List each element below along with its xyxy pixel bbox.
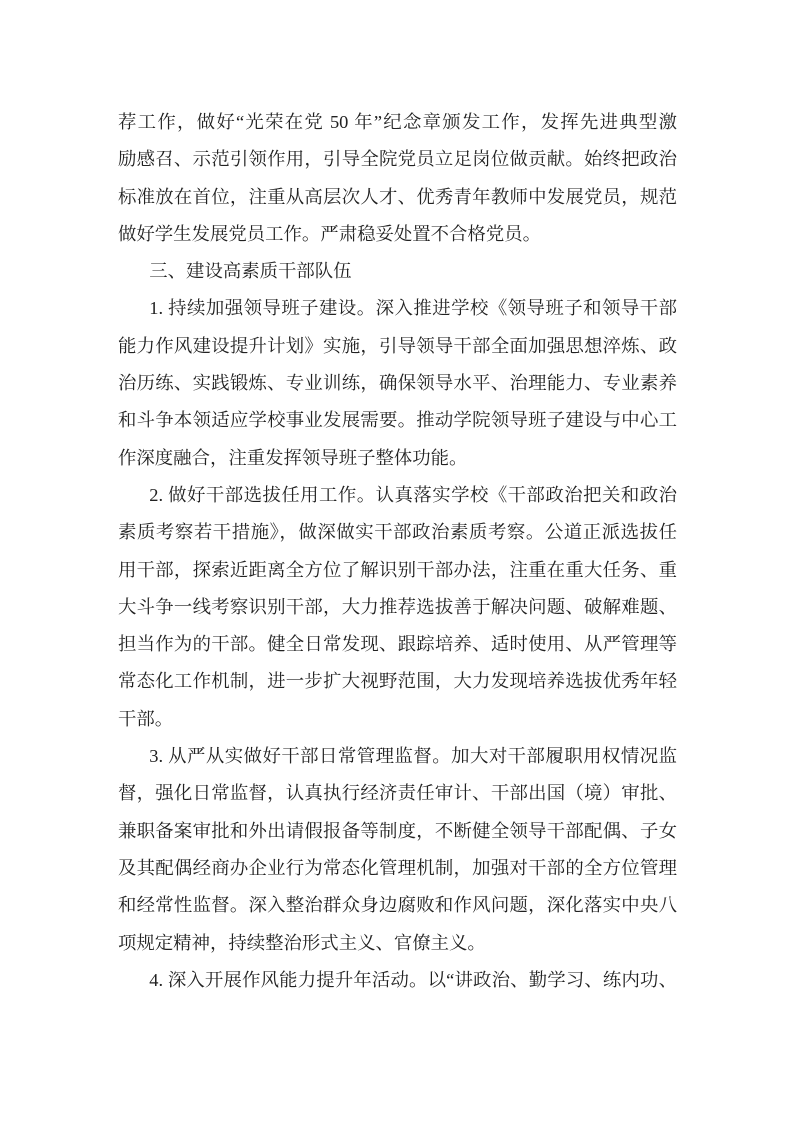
text-line: 励感召、示范引领作用，引导全院党员立足岗位做贡献。始终把政治 <box>118 149 677 170</box>
text-line: 担当作为的干部。健全日常发现、跟踪培养、适时使用、从严管理等 <box>118 634 677 655</box>
text-line: 作深度融合，注重发挥领导班子整体功能。 <box>118 447 468 468</box>
text-line: 标准放在首位，注重从高层次人才、优秀青年教师中发展党员，规范 <box>118 186 677 207</box>
text-line: 治历练、实践锻炼、专业训练，确保领导水平、治理能力、专业素养 <box>118 373 677 394</box>
text-line: 3. 从严从实做好干部日常管理监督。加大对干部履职用权情况监 <box>149 746 677 767</box>
text-line: 1. 持续加强领导班子建设。深入推进学校《领导班子和领导干部 <box>149 298 677 319</box>
text-line: 及其配偶经商办企业行为常态化管理机制，加强对干部的全方位管理 <box>118 857 677 878</box>
text-line: 大斗争一线考察识别干部，大力推荐选拔善于解决问题、破解难题、 <box>118 596 677 617</box>
text-line: 素质考察若干措施》，做深做实干部政治素质考察。公道正派选拔任 <box>118 522 677 543</box>
text-line: 用干部，探索近距离全方位了解识别干部办法，注重在重大任务、重 <box>118 559 677 580</box>
text-line: 做好学生发展党员工作。严肃稳妥处置不合格党员。 <box>118 223 541 244</box>
text-line: 督，强化日常监督，认真执行经济责任审计、干部出国（境）审批、 <box>118 783 677 804</box>
text-line: 兼职备案审批和外出请假报备等制度，不断健全领导干部配偶、子女 <box>118 820 677 841</box>
section-heading: 三、建设高素质干部队伍 <box>149 261 352 282</box>
text-line: 2. 做好干部选拔任用工作。认真落实学校《干部政治把关和政治 <box>149 484 677 505</box>
text-line: 能力作风建设提升计划》实施，引导领导干部全面加强思想淬炼、政 <box>118 335 677 356</box>
text-line: 和斗争本领适应学校事业发展需要。推动学院领导班子建设与中心工 <box>118 410 677 431</box>
text-line: 4. 深入开展作风能力提升年活动。以“讲政治、勤学习、练内功、 <box>149 969 677 990</box>
text-line: 干部。 <box>118 708 174 729</box>
document-body <box>118 104 677 999</box>
text-line: 荐工作，做好“光荣在党 50 年”纪念章颁发工作，发挥先进典型激 <box>118 112 677 132</box>
text-line: 和经常性监督。深入整治群众身边腐败和作风问题，深化落实中央八 <box>118 895 677 916</box>
text-line: 项规定精神，持续整治形式主义、官僚主义。 <box>118 932 486 953</box>
text-line: 常态化工作机制，进一步扩大视野范围，大力发现培养选拔优秀年轻 <box>118 671 677 692</box>
